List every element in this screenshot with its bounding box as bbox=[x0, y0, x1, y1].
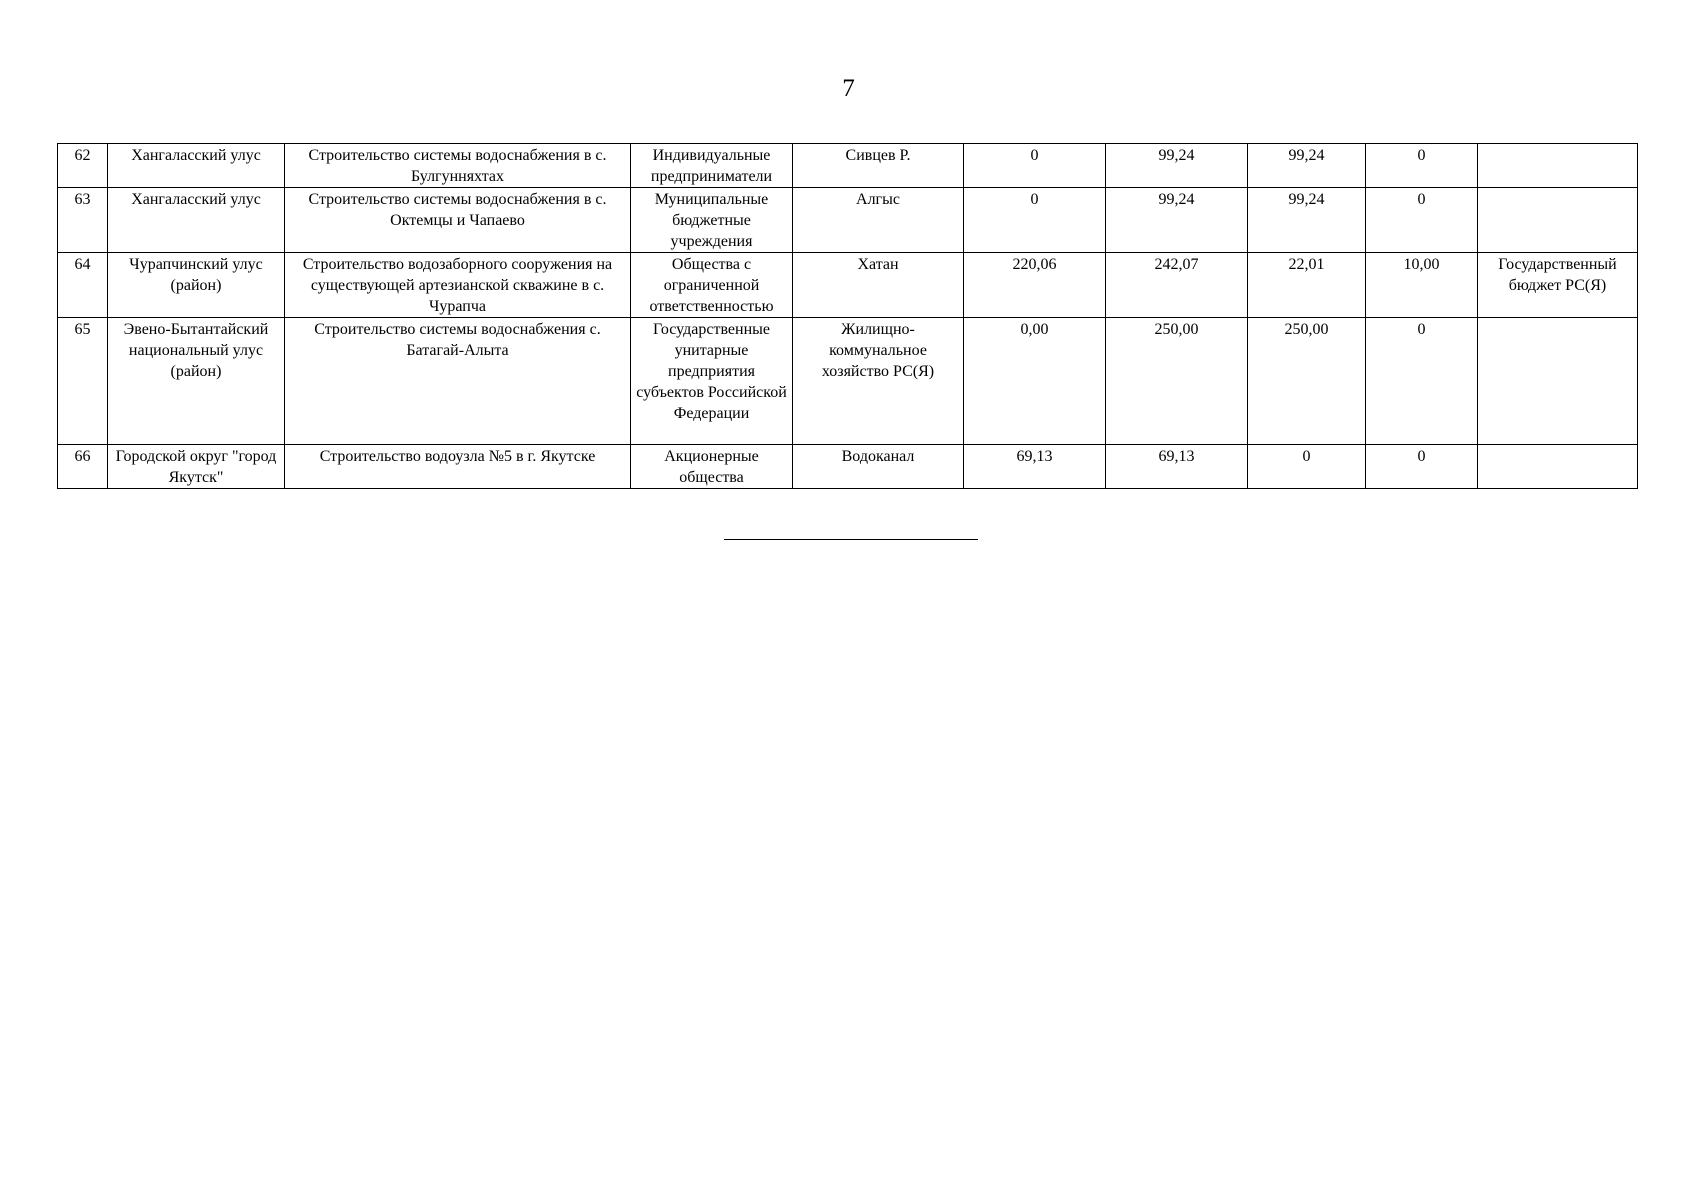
org-type-cell: Муниципальные бюджетные учреждения bbox=[631, 188, 793, 253]
page-number: 7 bbox=[842, 75, 855, 102]
project-cell: Строительство системы водоснабжения в с. Булгунняхтах bbox=[285, 144, 631, 188]
table-row bbox=[58, 253, 1638, 318]
value-cell-3: 22,01 bbox=[1248, 253, 1366, 318]
org-type-cell: Акционерные общества bbox=[631, 445, 793, 489]
row-number: 65 bbox=[58, 318, 108, 445]
note-cell bbox=[1478, 318, 1638, 445]
note-cell bbox=[1478, 144, 1638, 188]
org-type-cell: Общества с ограниченной ответственностью bbox=[631, 253, 793, 318]
row-number: 64 bbox=[58, 253, 108, 318]
project-cell: Строительство системы водоснабжения с. Батагай-Алыта bbox=[285, 318, 631, 445]
district-cell: Чурапчинский улус (район) bbox=[108, 253, 285, 318]
value-cell-1: 0,00 bbox=[964, 318, 1106, 445]
organization-cell: Жилищно-коммунальное хозяйство РС(Я) bbox=[793, 318, 964, 445]
table-row bbox=[58, 318, 1638, 445]
value-cell-2: 250,00 bbox=[1106, 318, 1248, 445]
district-cell: Городской округ "город Якутск" bbox=[108, 445, 285, 489]
data-table bbox=[57, 143, 1638, 489]
table-row bbox=[58, 144, 1638, 188]
value-cell-4: 0 bbox=[1366, 318, 1478, 445]
org-type-cell: Индивидуальные предприниматели bbox=[631, 144, 793, 188]
value-cell-1: 0 bbox=[964, 144, 1106, 188]
value-cell-2: 242,07 bbox=[1106, 253, 1248, 318]
value-cell-3: 0 bbox=[1248, 445, 1366, 489]
note-cell: Государственный бюджет РС(Я) bbox=[1478, 253, 1638, 318]
project-cell: Строительство системы водоснабжения в с. Октемцы и Чапаево bbox=[285, 188, 631, 253]
note-cell bbox=[1478, 445, 1638, 489]
value-cell-1: 0 bbox=[964, 188, 1106, 253]
value-cell-4: 0 bbox=[1366, 144, 1478, 188]
organization-cell: Водоканал bbox=[793, 445, 964, 489]
district-cell: Эвено-Бытантайский национальный улус (район) bbox=[108, 318, 285, 445]
value-cell-4: 0 bbox=[1366, 445, 1478, 489]
table-row bbox=[58, 188, 1638, 253]
value-cell-2: 99,24 bbox=[1106, 188, 1248, 253]
row-number: 62 bbox=[58, 144, 108, 188]
value-cell-4: 0 bbox=[1366, 188, 1478, 253]
value-cell-2: 69,13 bbox=[1106, 445, 1248, 489]
row-number: 66 bbox=[58, 445, 108, 489]
value-cell-3: 250,00 bbox=[1248, 318, 1366, 445]
organization-cell: Сивцев Р. bbox=[793, 144, 964, 188]
organization-cell: Хатан bbox=[793, 253, 964, 318]
district-cell: Хангаласский улус bbox=[108, 144, 285, 188]
project-cell: Строительство водоузла №5 в г. Якутске bbox=[285, 445, 631, 489]
table-row bbox=[58, 445, 1638, 489]
value-cell-1: 69,13 bbox=[964, 445, 1106, 489]
value-cell-3: 99,24 bbox=[1248, 144, 1366, 188]
value-cell-3: 99,24 bbox=[1248, 188, 1366, 253]
organization-cell: Алгыс bbox=[793, 188, 964, 253]
value-cell-4: 10,00 bbox=[1366, 253, 1478, 318]
value-cell-1: 220,06 bbox=[964, 253, 1106, 318]
org-type-cell: Государственные унитарные предприятия субъектов Российской Федерации bbox=[631, 318, 793, 445]
value-cell-2: 99,24 bbox=[1106, 144, 1248, 188]
row-number: 63 bbox=[58, 188, 108, 253]
end-of-document-rule bbox=[724, 539, 978, 540]
district-cell: Хангаласский улус bbox=[108, 188, 285, 253]
project-cell: Строительство водозаборного сооружения на существующей артезианской скважине в с. Чурапча bbox=[285, 253, 631, 318]
note-cell bbox=[1478, 188, 1638, 253]
